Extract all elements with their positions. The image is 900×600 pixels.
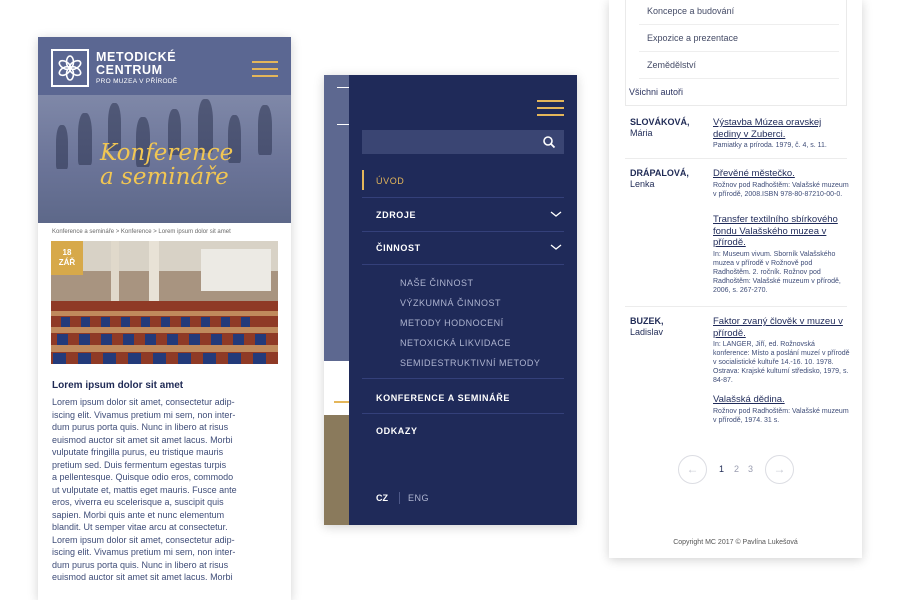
page-number-current[interactable]: 1 xyxy=(719,464,725,474)
bibliography-work xyxy=(713,117,851,150)
author-firstname: Ladislav xyxy=(630,327,664,337)
work-title-link[interactable]: Faktor zvaný člověk v muzeu v přírodě. xyxy=(713,316,843,339)
flower-logo-icon xyxy=(51,49,89,87)
work-source: Rožnov pod Radhoštěm: Valašské muzeum v přírodě, 1974. 31 s. xyxy=(713,407,849,424)
work-title-link[interactable]: Výstavba Múzea oravskej dediny v Zuberci. xyxy=(713,117,822,140)
article-line: ut vulputate et, mattis eget mauris. Fusce ante xyxy=(52,484,237,495)
conference-room-photo xyxy=(51,241,278,364)
article-line: eros, viverra eu scelerisque a, suscipit quis xyxy=(52,497,224,507)
hamburger-menu-icon[interactable] xyxy=(252,61,278,82)
work-source: In: LANGER, Jiří, ed. Rožnovská konference: Místo a poslání muzeí v přírodě v socialistické kultuře 14.-16. 10. 1978. Ostrava: Krajské kulturní středisko, 1979, s. 84-87. xyxy=(713,341,850,384)
active-indicator xyxy=(362,170,364,190)
search-icon[interactable] xyxy=(542,135,556,149)
work-title-link[interactable]: Valašská dědina. xyxy=(713,394,785,405)
article-line: iscing elit. Vivamus pretium mi sem, non inter- xyxy=(52,409,236,420)
breadcrumb[interactable]: Konference a semináře > Konference > Lorem ipsum dolor sit amet xyxy=(52,229,231,235)
bibliography-work xyxy=(713,394,851,425)
event-date-month: ZÁŘ xyxy=(58,258,76,267)
conference-room-illustration xyxy=(51,241,278,364)
hero-title-line2: a semináře xyxy=(100,164,229,190)
author-name xyxy=(630,316,664,338)
page-number[interactable]: 3 xyxy=(748,464,754,474)
submenu-item-nase-cinnost[interactable]: NAŠE ČINNOST xyxy=(400,278,474,288)
article-body xyxy=(52,396,277,584)
menu-item-cinnost-label: ČINNOST xyxy=(376,243,421,253)
article-line: sapien. Morbi quis ante et nunc elementum xyxy=(52,509,225,520)
article-line: euismod auctor sit amet sit amet lacus. Morbi xyxy=(52,572,233,582)
all-authors-link[interactable]: Všichni autoři xyxy=(629,87,684,97)
article-line: blandit. Ut semper vitae arcu at consectetur. xyxy=(52,522,228,532)
submenu-item-metody-hodnoceni[interactable]: METODY HODNOCENÍ xyxy=(400,318,504,328)
author-name xyxy=(630,168,689,190)
article-line: dum purus porta quis. Nunc in libero at risus xyxy=(52,559,229,570)
author-firstname: Mária xyxy=(630,128,653,138)
work-source: In: Museum vivum. Sborník Valašského muzea v přírodě v Rožnově pod Radhoštěm. 2. ročník. Rožnov pod Radhoštěm: Valašské muzeum v přírodě, 2006, s. 267-270. xyxy=(713,250,841,294)
bibliography-work xyxy=(713,316,851,385)
submenu-item-semidestruktivni-metody[interactable]: SEMIDESTRUKTIVNÍ METODY xyxy=(400,358,541,368)
author-surname: BUZEK, xyxy=(630,316,664,326)
category-item[interactable]: Zemědělství xyxy=(647,60,697,70)
article-line: dum purus porta quis. Nunc in libero at risus xyxy=(52,422,229,432)
phone-bibliography-view xyxy=(609,0,862,558)
logo-line3: PRO MUZEA V PŘÍRODĚ xyxy=(96,77,178,85)
category-item[interactable]: Koncepce a budování xyxy=(647,6,735,16)
search-input[interactable] xyxy=(362,130,564,154)
bibliography-work xyxy=(713,168,851,199)
hero-title-line1: Konference xyxy=(100,140,234,166)
footer-copyright: Copyright MC 2017 © Pavlína Lukešová xyxy=(673,539,798,546)
logo-line1: METODICKÉ xyxy=(96,49,177,64)
menu-item-zdroje-label: ZDROJE xyxy=(376,210,417,220)
hero-title xyxy=(100,141,233,189)
menu-item-uvod[interactable]: ÚVOD xyxy=(376,176,405,186)
article-line: Lorem ipsum dolor sit amet, consectetur adip- xyxy=(52,534,235,545)
chevron-down-icon[interactable] xyxy=(550,210,562,218)
logo-line2: CENTRUM xyxy=(96,62,163,77)
site-logo[interactable] xyxy=(51,49,178,87)
category-item[interactable]: Expozice a prezentace xyxy=(647,33,739,43)
menu-item-odkazy[interactable]: ODKAZY xyxy=(376,426,418,436)
submenu-item-netoxicka-likvidace[interactable]: NETOXICKÁ LIKVIDACE xyxy=(400,338,511,348)
article-line: iscing elit. Vivamus pretium mi sem, non inter- xyxy=(52,547,236,557)
menu-item-cinnost[interactable] xyxy=(376,243,564,253)
lang-eng-link[interactable]: ENG xyxy=(408,493,430,503)
author-firstname: Lenka xyxy=(630,179,655,189)
page-number[interactable]: 2 xyxy=(734,464,740,474)
work-source: Rožnov pod Radhoštěm: Valašské muzeum v přírodě, 2008.ISBN 978-80-87210-00-0. xyxy=(713,181,849,198)
work-title-link[interactable]: Dřevěné městečko. xyxy=(713,168,795,179)
work-title-link[interactable]: Transfer textilního sbírkového fondu Valašského muzea v přírodě. xyxy=(713,214,838,248)
phone-article-view xyxy=(38,37,291,600)
bibliography-work xyxy=(713,214,851,295)
event-date-day: 18 xyxy=(62,248,72,257)
menu-item-zdroje[interactable] xyxy=(376,210,564,220)
article-line: vulputate fringilla purus, eu tristique mauris xyxy=(52,447,224,457)
submenu-item-vyzkumna-cinnost[interactable]: VÝZKUMNÁ ČINNOST xyxy=(400,298,502,308)
article-line: pretium sed. Duis fermentum egestas turpis xyxy=(52,459,227,470)
article-line: Lorem ipsum dolor sit amet, consectetur adip- xyxy=(52,397,235,407)
chevron-down-icon[interactable] xyxy=(550,243,562,251)
work-source: Pamiatky a príroda. 1979, č. 4, s. 11. xyxy=(713,142,827,149)
navigation-drawer xyxy=(349,75,577,525)
article-line: a pellentesque. Quisque odio eros, commodo xyxy=(52,472,234,482)
author-surname: DRÁPALOVÁ, xyxy=(630,168,689,178)
lang-cz-link[interactable]: CZ xyxy=(376,493,388,503)
hamburger-menu-icon[interactable] xyxy=(537,100,564,121)
lang-divider xyxy=(399,492,400,504)
hero-banner xyxy=(38,37,291,223)
event-date-badge xyxy=(51,241,83,275)
article-title: Lorem ipsum dolor sit amet xyxy=(52,380,184,391)
author-name xyxy=(630,117,690,139)
author-surname: SLOVÁKOVÁ, xyxy=(630,117,690,127)
next-page-button[interactable]: → xyxy=(765,455,794,484)
prev-page-button[interactable]: ← xyxy=(678,455,707,484)
article-line: euismod auctor sit amet sit amet lacus. Morbi xyxy=(52,434,233,445)
phone-menu-view xyxy=(324,75,577,525)
menu-item-konference[interactable]: KONFERENCE A SEMINÁŘE xyxy=(376,393,510,403)
